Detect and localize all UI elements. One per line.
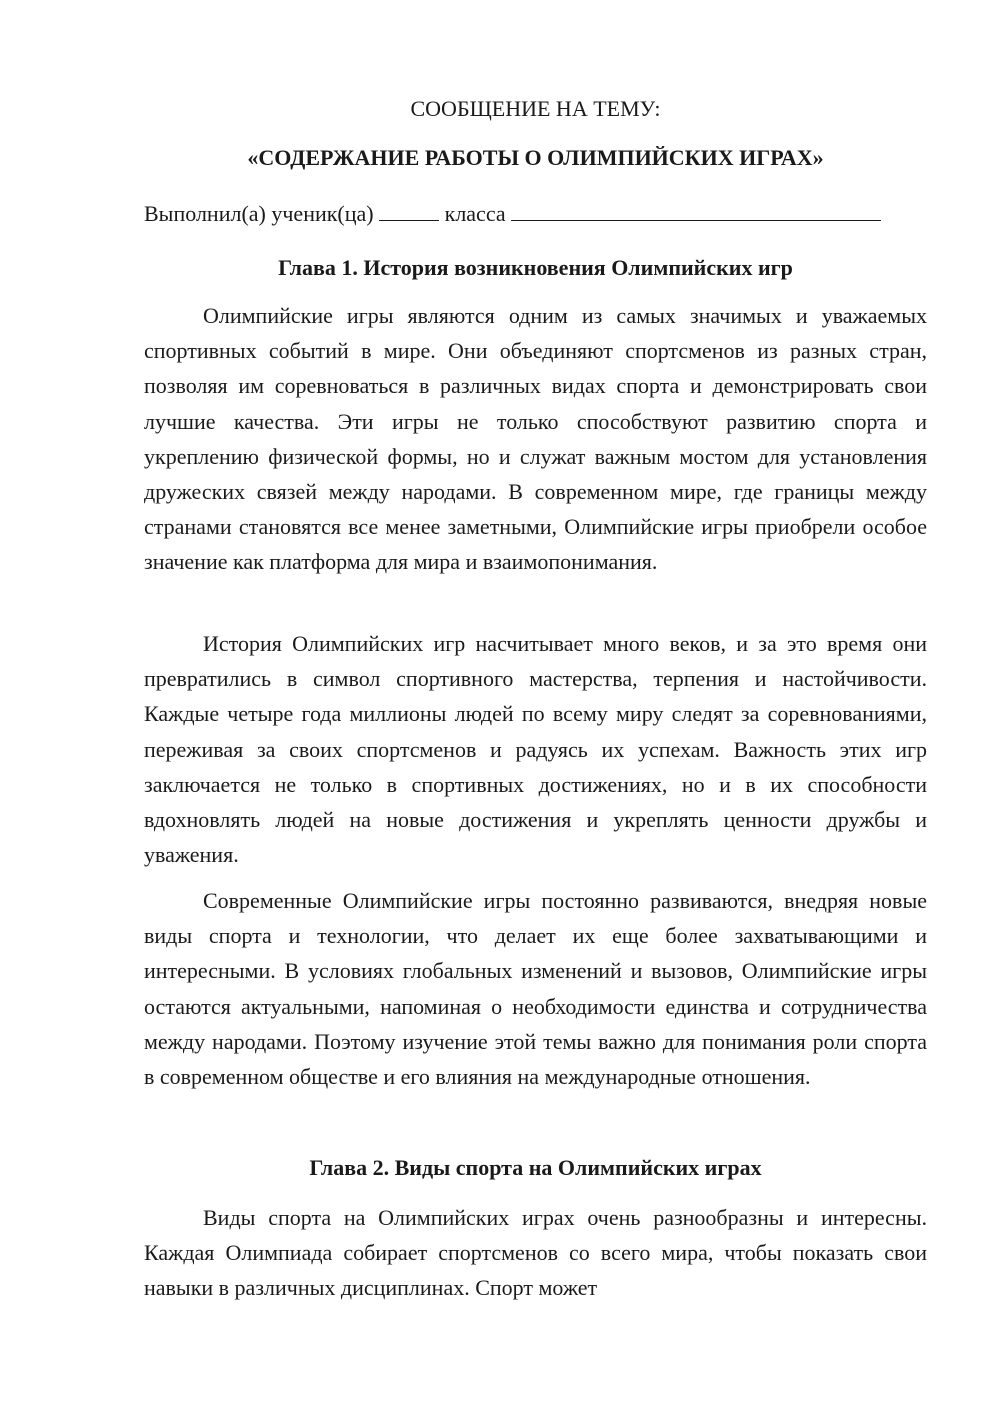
class-label: класса bbox=[444, 201, 506, 226]
chapter-2-paragraph-1: Виды спорта на Олимпийских играх очень разнообразны и интересны. Каждая Олимпиада собирает спортсменов со всего мира, чтобы показать свои навыки в различных дисциплинах. Спорт может bbox=[144, 1205, 927, 1301]
document-title-line-1: СООБЩЕНИЕ НА ТЕМУ: bbox=[410, 96, 661, 121]
chapter-1-heading: Глава 1. История возникновения Олимпийских игр bbox=[278, 255, 793, 280]
student-name-blank bbox=[511, 198, 881, 221]
chapter-2-heading: Глава 2. Виды спорта на Олимпийских играх bbox=[309, 1155, 762, 1180]
chapter-1-paragraph-1: Олимпийские игры являются одним из самых значимых и уважаемых спортивных событий в мире. Они объединяют спортсменов из разных стран, позволяя им соревноваться в различных видах спорта и демонстрировать свои лучшие качества. Эти игры не только способствуют развитию спорта и укреплению физической формы, но и служат важным мостом для установления дружеских связей между народами. В современном мире, где границы между странами становятся все менее заметными, Олимпийские игры приобрели особое значение как платформа для мира и взаимопонимания. bbox=[144, 303, 927, 575]
class-number-blank bbox=[379, 198, 439, 221]
author-prefix-label: Выполнил(а) ученик(ца) bbox=[144, 201, 374, 226]
chapter-1-paragraph-3: Современные Олимпийские игры постоянно развиваются, внедряя новые виды спорта и технологии, что делает их еще более захватывающими и интересными. В условиях глобальных изменений и вызовов, Олимпийские игры остаются актуальными, напоминая о необходимости единства и сотрудничества между народами. Поэтому изучение этой темы важно для понимания роли спорта в современном обществе и его влияния на международные отношения. bbox=[144, 888, 927, 1090]
chapter-1-paragraph-2: История Олимпийских игр насчитывает много веков, и за это время они превратились в символ спортивного мастерства, терпения и настойчивости. Каждые четыре года миллионы людей по всему миру следят за соревнованиями, переживая за своих спортсменов и радуясь их успехам. Важность этих игр заключается не только в спортивных достижениях, но и в их способности вдохновлять людей на новые достижения и укреплять ценности дружбы и уважения. bbox=[144, 631, 927, 868]
author-line bbox=[144, 198, 927, 229]
document-title-line-2: «СОДЕРЖАНИЕ РАБОТЫ О ОЛИМПИЙСКИХ ИГРАХ» bbox=[247, 145, 824, 170]
